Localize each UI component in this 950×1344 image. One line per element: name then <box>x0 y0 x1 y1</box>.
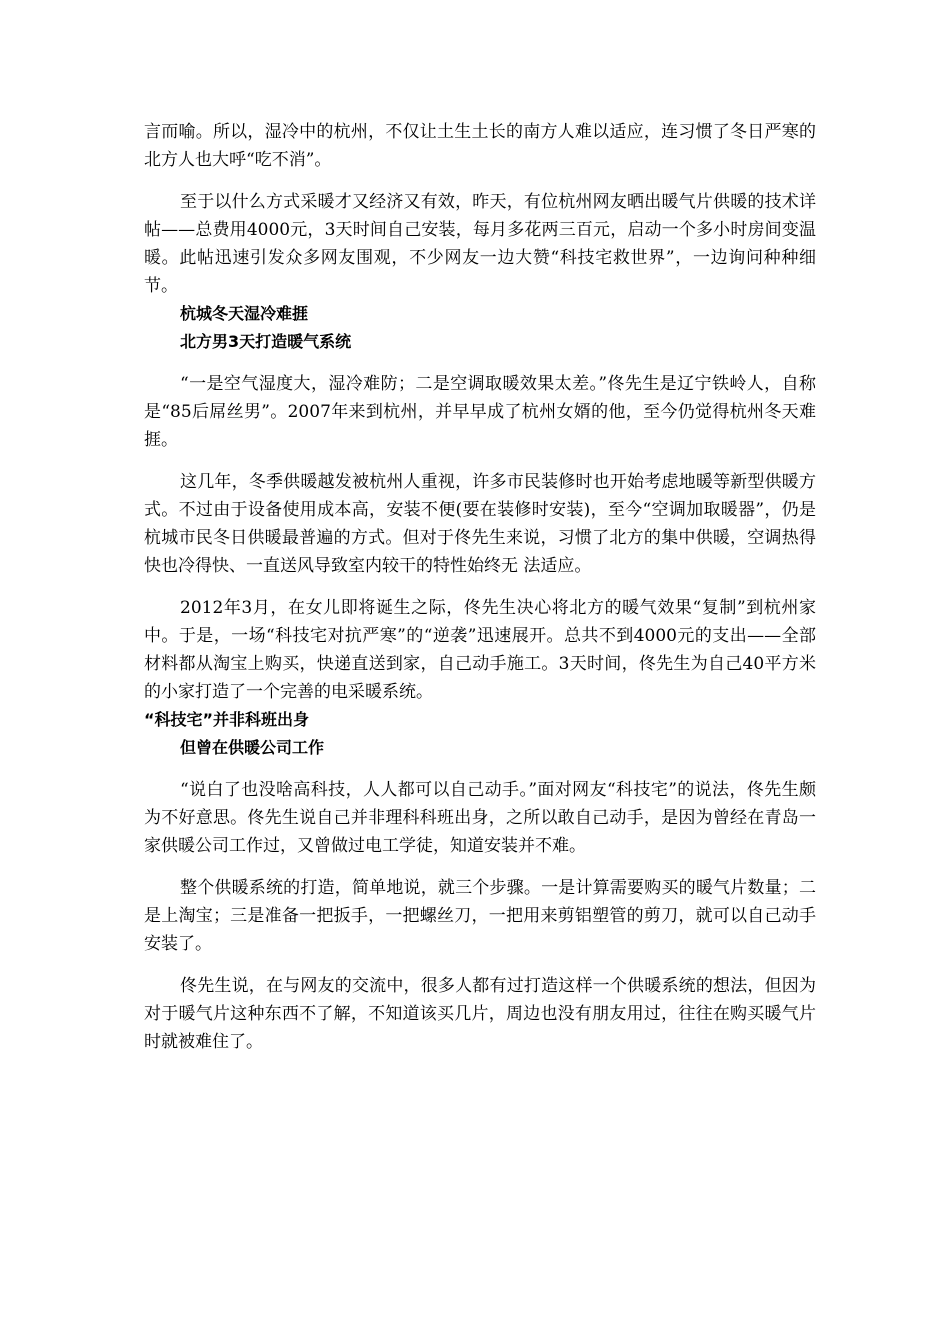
paragraph-7: 整个供暖系统的打造，简单地说，就三个步骤。一是计算需要购买的暖气片数量；二是上淘宝；三是准备一把扳手，一把螺丝刀，一把用来剪铝塑管的剪刀，就可以自己动手安装了。 <box>144 878 816 954</box>
paragraph-3: “一是空气湿度大，湿冷难防；二是空调取暖效果太差。”佟先生是辽宁铁岭人，自称是“85后屌丝男”。2007年来到杭州，并早早成了杭州女婿的他，至今仍觉得杭州冬天难捱。 <box>144 374 816 450</box>
subheading-1: 杭城冬天湿冷难捱 <box>180 304 309 323</box>
document-page <box>144 118 816 1056</box>
paragraph-4: 这几年，冬季供暖越发被杭州人重视，许多市民装修时也开始考虑地暖等新型供暖方式。不过由于设备使用成本高，安装不便(要在装修时安装)，至今“空调加取暖器”，仍是杭城市民冬日供暖最普遍的方式。但对于佟先生来说，习惯了北方的集中供暖，空调热得快也冷得快、一直送风导致室内较干的特性始终无 法适应。 <box>144 472 816 576</box>
paragraph-5: 2012年3月，在女儿即将诞生之际，佟先生决心将北方的暖气效果“复制”到杭州家中。于是，一场“科技宅对抗严寒”的“逆袭”迅速展开。总共不到4000元的支出——全部材料都从淘宝上购买，快递直送到家，自己动手施工。3天时间，佟先生为自己40平方米的小家打造了一个完善的电采暖系统。 <box>144 598 816 702</box>
subheading-2: 北方男3天打造暖气系统 <box>180 332 352 351</box>
paragraph-1: 言而喻。所以，湿冷中的杭州，不仅让土生土长的南方人难以适应，连习惯了冬日严寒的北方人也大呼“吃不消”。 <box>144 122 816 170</box>
paragraph-8: 佟先生说，在与网友的交流中，很多人都有过打造这样一个供暖系统的想法，但因为对于暖气片这种东西不了解，不知道该买几片，周边也没有朋友用过，往往在购买暖气片时就被难住了。 <box>144 976 816 1052</box>
paragraph-6: “说白了也没啥高科技，人人都可以自己动手。”面对网友“科技宅”的说法，佟先生颇为不好意思。佟先生说自己并非理科科班出身，之所以敢自己动手，是因为曾经在青岛一家供暖公司工作过，又曾做过电工学徒，知道安装并不难。 <box>144 780 816 856</box>
subheading-3: “科技宅”并非科班出身 <box>144 710 310 729</box>
paragraph-2: 至于以什么方式采暖才又经济又有效，昨天，有位杭州网友晒出暖气片供暖的技术详帖——总费用4000元，3天时间自己安装，每月多花两三百元，启动一个多小时房间变温暖。此帖迅速引发众多网友围观，不少网友一边大赞“科技宅救世界”，一边询问种种细节。 <box>144 192 816 296</box>
subheading-4: 但曾在供暖公司工作 <box>180 738 325 757</box>
